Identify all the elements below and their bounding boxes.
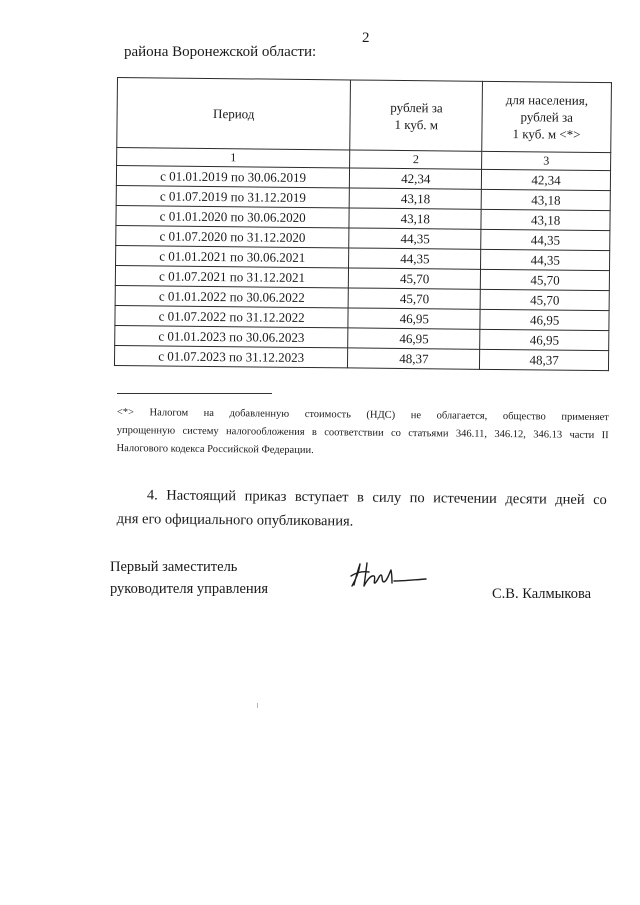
price-cell: 43,18 [349,188,481,209]
header-col3-line: для населения, [505,92,589,108]
population-price-cell: 43,18 [481,189,610,210]
clause-line: дня его официального опубликования. [116,510,354,530]
period-cell: с 01.01.2020 по 30.06.2020 [116,205,350,227]
price-cell: 44,35 [349,228,481,249]
price-cell: 43,18 [349,208,481,229]
column-number: 3 [482,151,611,170]
header-col2 [350,80,483,151]
price-cell: 45,70 [348,288,480,309]
table-row [114,345,608,370]
price-cell: 42,34 [350,168,482,189]
population-price-cell: 48,37 [480,349,609,370]
population-price-cell: 44,35 [481,229,610,250]
header-col3 [482,81,611,152]
column-number: 1 [117,148,351,168]
population-price-cell: 45,70 [481,269,610,290]
table-header-row [117,78,612,153]
price-cell: 46,95 [348,308,480,329]
page-number: 2 [362,30,370,46]
footnote [116,404,609,463]
population-price-cell: 45,70 [480,289,609,310]
period-cell: с 01.07.2022 по 31.12.2022 [115,305,349,327]
signature-icon [348,559,430,596]
population-price-cell: 46,95 [480,329,609,350]
price-cell: 48,37 [348,348,480,369]
period-cell: с 01.01.2019 по 30.06.2019 [116,166,350,188]
period-cell: с 01.07.2021 по 31.12.2021 [115,265,349,287]
population-price-cell: 42,34 [482,169,611,190]
signer-title-line: Первый заместитель [110,559,238,575]
tariff-table [114,77,612,371]
population-price-cell: 43,18 [481,209,610,230]
price-cell: 46,95 [348,328,480,349]
signer-title-line: руководителя управления [110,581,269,597]
period-cell: с 01.01.2022 по 30.06.2022 [115,285,349,307]
order-clause-4 [116,483,606,536]
period-cell: с 01.07.2019 по 31.12.2019 [116,185,350,207]
footnote-text: упрощенную систему налогообложения в соответствии со статьями 346.11, 346.12, 346.13 части II Налогового кодекса Российской Федерации. [116,424,609,457]
period-cell: с 01.07.2023 по 31.12.2023 [114,345,348,367]
price-cell: 45,70 [349,268,481,289]
intro-line: района Воронежской области: [124,44,317,60]
population-price-cell: 46,95 [480,309,609,330]
signer-title [110,556,268,600]
signature-drawing [348,559,430,591]
column-number: 2 [350,150,482,169]
clause-line: 4. Настоящий приказ вступает в силу по истечении десяти дней со [146,487,607,509]
population-price-cell: 44,35 [481,249,610,270]
header-col2-line: рублей за [390,99,443,115]
header-period: Период [117,78,351,150]
header-col2-line: 1 куб. м [394,116,439,132]
header-col3-line: 1 куб. м <*> [512,126,581,142]
header-col3-line: рублей за [520,109,573,125]
period-cell: с 01.01.2021 по 30.06.2021 [116,245,350,267]
footnote-divider [117,393,272,394]
period-cell: с 01.07.2020 по 31.12.2020 [116,225,350,247]
footnote-line: <*> Налогом на добавленную стоимость (НДС) не облагается, общество применяет [116,406,609,424]
price-cell: 44,35 [349,248,481,269]
signer-name: С.В. Калмыкова [492,586,592,602]
scan-speck [257,703,258,708]
period-cell: с 01.01.2023 по 30.06.2023 [115,325,349,347]
